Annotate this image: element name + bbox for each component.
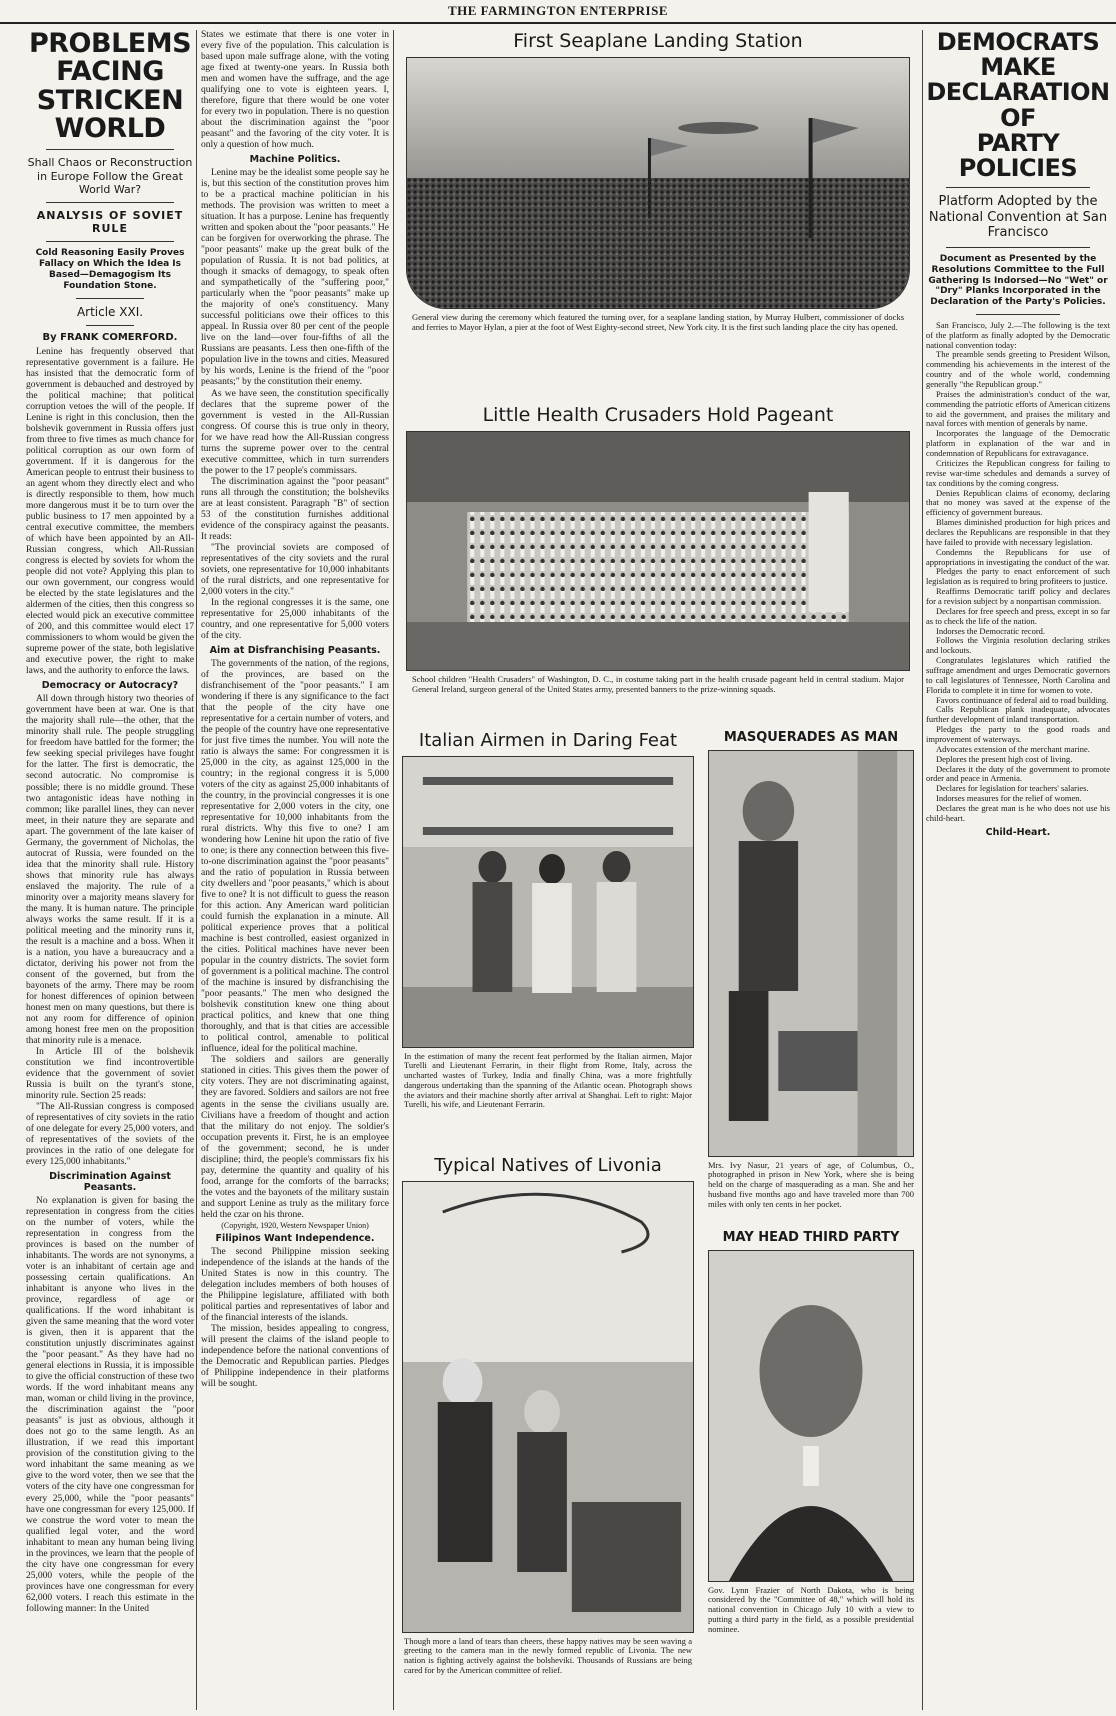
byline: By FRANK COMERFORD. (42, 331, 178, 343)
paragraph: The governments of the nation, of the regions, of the provinces, are based on the disfranchisement of the "poor peasants." I am wondering if there is any significance to the fact that the people of the city have one representative for a certain number of voters, and the people of the country have one representative for just five times the number. You will note the ratio is always the same: For congressmen it is 25,000 in the city, as against 125,000 in the country; in the regional congress it is 5,000 voters of the city as against 25,000 inhabitants of the country, in the provincial congresses it is one representative for 2,000 voters in the city, one representative for 10,000 inhabitants from the rural districts. Why this five to one? I am wondering how Lenine hit upon the ratio of five to one; is there any connection between this five-to-one discrimination against the "poor peasants" and the ratio of population in Russia between city dwellers and "poor peasants," which is about five to one? It is not difficult to guess the reason for this action. Any American ward politician could furnish the explanation in a minute. All political experience proves that a political machine is best controlled, easiest organized in the cities. Political machines have never been popular in the country districts. The soviet form of government is a political machine. The control of the machine is insured by disfranchising the "poor peasants." The men who designed the bolshevik constitution knew one thing about practical politics, and knew that one thing thoroughly, and that is that cities are accessible to political control, amenable to political influence, ideal for the political machine. (201, 658, 389, 1055)
platform-item: Declares the great man is he who does not use his child-heart. (926, 803, 1110, 823)
right-article (926, 30, 1110, 1710)
masquerades-photo (708, 750, 914, 1157)
seaplane-photo (406, 57, 910, 309)
airmen-photo-image (403, 757, 693, 1047)
subhead: Discrimination Against Peasants. (49, 1171, 171, 1194)
paragraph: All down through history two theories of government have been at war. One is that the majority shall rule—the other, that the minority shall rule. The people struggling for freedom have battled for the former; the few seeking special privileges have fought for the latter. The first is democratic, the second autocratic. No compromise is possible; there is no middle ground. These two antagonistic ideas have nothing in common; like parallel lines, they can never meet, in their nature they are separate and apart. The government of the late kaiser of Germany, the government of Nicholas, the autocrat of Russia, were founded on the idea that the minority shall rule. History shows that minority rule has always enslaved the majority. The rule of a minority over a majority means slavery for the many. It is human nature. The principle always works the same result. If it is a political meeting and the minority runs it, the result is a machine and a boss. When it is a nation, you have a bureaucracy and a dictator, deriving his power not from the consent of the governed, but from the bayonets of the army. There may be room for honest differences of opinion between honest men on many questions, but there is not any room for difference of opinion among honest free men on the proposition that minority rule is a menace. (26, 694, 194, 1046)
photo-title: Italian Airmen in Daring Feat (418, 730, 678, 751)
platform-item: Pledges the party to the good roads and improvement of waterways. (926, 724, 1110, 744)
health-photo-image (407, 432, 909, 670)
divider (946, 247, 1090, 248)
third-party-photo-image (709, 1251, 913, 1581)
platform-item: Incorporates the language of the Democratic platform in explanation of the war and in condemnation of Republicans for extravagance. (926, 428, 1110, 459)
deck: ANALYSIS OF SOVIET RULE (36, 208, 184, 236)
photo-caption: Though more a land of tears than cheers, these happy natives may be seen waving a greeting to the camera man in the newly formed republic of Livonia. The new nation is fighting actively against the bolsheviki. Thousands of Russians are being cared for by the American committee of relief. (404, 1635, 692, 1675)
paragraph: Lenine has frequently observed that representative government is a failure. He has insisted that the democratic form of government is debauched and destroyed by the political machine; that political corruption vetoes the will of the people. If Lenine is right in this conclusion, then the bolshevik government in Russia offers just from three to five times as much chance for political corruption as our own form of government. If it is dangerous for the American people to entrust their business to an agent whom they directly elect and who is directly responsible to them, how much more dangerous must it be to turn over the public business to 17 men appointed by a central executive committee, the members of which have been appointed by an All-Russian congress, which All-Russian congress is elected by soviets for whom the people did not vote? Applying this plan to our own government, our congress would be elected by the state legislatures and the aldermen of the cities, then this congress so elected would pick an executive committee of 200, and this committee would elect 17 commissioners to whom would be given the supreme power of the state, both legislative and executive power, the right to make laws, and the authority to enforce the laws. (26, 346, 194, 677)
photo-caption: School children "Health Crusaders" of Washington, D. C., in costume taking part in the health crusade pageant held in central stadium. Major General Ireland, surgeon general of the United States army, presented banners to the prize-winning squads. (412, 673, 904, 694)
masquerades-photo-image (709, 751, 913, 1156)
photo-caption: Gov. Lynn Frazier of North Dakota, who is being considered by the "Committee of 48," which will hold its national convention in Chicago July 10 with a view to putting a third party in the field, as a possible presidential nominee. (708, 1584, 914, 1634)
seaplane-feature (398, 30, 918, 400)
platform-item: Pledges the party to enact enforcement of such legislation as is required to bring profiteers to justice. (926, 566, 1110, 587)
divider (46, 149, 174, 150)
headline-line: DEMOCRATS MAKE (936, 30, 1100, 82)
divider (86, 325, 134, 326)
photo-title: Typical Natives of Livonia (434, 1155, 662, 1176)
column-rule (393, 30, 394, 1710)
platform-item: Praises the administration's conduct of the war, commending the patriotic efforts of American citizens to aid the government, and praises the military and naval forces with mention of generals by name. (926, 388, 1110, 429)
headline-line: PROBLEMS FACING (28, 30, 192, 88)
livonia-feature (398, 1155, 698, 1710)
health-photo (406, 431, 910, 671)
subhead: Child-Heart. (985, 826, 1051, 838)
copyright: (Copyright, 1920, Western Newspaper Union) (221, 1220, 369, 1230)
photo-caption: In the estimation of many the recent feat performed by the Italian airmen, Major Turelli and Lieutenant Ferrarin, in their flight from Rome, Italy, across the uncharted wastes of Turkey, India and finally China, was a more frightfully dangerous undertaking than the spanning of the Atlantic ocean. Photograph shows the aviators and their machine shortly after arrival at Shanghai. Left to right: Major Turelli, his wife, and Lieutenant Ferrarin. (404, 1050, 692, 1110)
photo-title: Little Health Crusaders Hold Pageant (482, 404, 834, 426)
platform-item: Declares it the duty of the government to promote order and peace in Armenia. (926, 763, 1110, 784)
deck: Shall Chaos or Reconstruction in Europe Follow the Great World War? (27, 156, 193, 196)
photo-caption: Mrs. Ivy Nasur, 21 years of age, of Columbus, O., photographed in prison in New York, where she is being held on the charge of masquerading as a man. She and her husband five months ago and have traveled more than 700 miles with only ten cents in her pocket. (708, 1159, 914, 1209)
seaplane-photo-image (407, 58, 909, 308)
subhead: Aim at Disfranchising Peasants. (209, 644, 381, 656)
third-party-feature (702, 1230, 920, 1710)
platform-item: Reaffirms Democratic tariff policy and declares for a revision subject by a nonpartisan commission. (926, 586, 1110, 606)
article-body (26, 347, 194, 1615)
right-headline (926, 30, 1110, 181)
platform-items (926, 350, 1110, 823)
airmen-photo (402, 756, 694, 1048)
deck: Cold Reasoning Easily Proves Fallacy on Which the Idea Is Based—Demagogism Its Foundation Stone. (35, 248, 185, 291)
divider (46, 241, 174, 242)
third-party-photo (708, 1250, 914, 1582)
platform-item: The preamble sends greeting to President Wilson, commending his achievements in the interest of the country and of the whole world, condemning generally "the Republican group." (926, 349, 1110, 390)
paragraph: San Francisco, July 2.—The following is the text of the platform as finally adopted by the Democratic national convention today: (926, 319, 1110, 350)
headline-line: PARTY POLICIES (958, 128, 1078, 182)
headline-line: STRICKEN WORLD (36, 84, 184, 145)
paragraph: The second Philippine mission seeking independence of the islands at the hands of the United States is now in this country. The delegation includes members of both houses of the Philippine legislature, affiliated with both political parties and representatives of labor and of the financial interests of the islands. (201, 1246, 389, 1324)
subhead: Filipinos Want Independence. (215, 1232, 375, 1244)
paragraph: The mission, besides appealing to congress, will present the claims of the island people to independence before the national conventions of the Democratic and Republican parties. Pledges of Philippine independence in their platforms will be sought. (201, 1324, 389, 1390)
paragraph: In Article III of the bolshevik constitution we find incontrovertible evidence that the government of soviet Russia is built on the tyrant's stone, minority rule. Section 25 reads: (26, 1046, 194, 1101)
masthead: THE FARMINGTON ENTERPRISE (0, 0, 1116, 24)
paragraph: "The provincial soviets are composed of representatives of the city soviets and the rural soviets, one representative for 10,000 inhabitants of the rural districts, and one representative for 2,000 voters in the city." (201, 542, 389, 597)
platform-item: Blames diminished production for high prices and declares the Republicans are responsible in that they have failed to provide with necessary legislation. (926, 517, 1110, 547)
platform-item: Denies Republican claims of economy, declaring that no money was saved at the expense of the efficiency of government bureaus. (926, 487, 1110, 518)
left-article (26, 30, 194, 1710)
health-feature (398, 404, 918, 724)
divider (76, 298, 144, 299)
platform-item: Declares for legislation for teachers' salaries. (936, 783, 1089, 794)
platform-item: Follows the Virginia resolution declaring strikes and lockouts. (926, 635, 1110, 656)
platform-item: Criticizes the Republican congress for failing to revise war-time schedules and demands a survey of tax conditions by the coming congress. (926, 457, 1110, 488)
deck: Platform Adopted by the National Convention at San Francisco (928, 194, 1108, 241)
paragraph: Lenine may be the idealist some people say he is, but this section of the constitution proves him to be a practical machine politician in his methods. The provision was written to meet a situation. It has a purpose. Lenine has frequently written and spoken about the "poor peasants." He can be forgiven for overworking the phrase. The "poor peasants" make up the great bulk of the population of Russia. It is not bad politics, at though it smacks of demagogy, to speak often and sympathetically of the "suffering poor," particularly when the "poor peasants" make up the majority of one's constituency. Many successful politicians owe their offices to this appeal. In Russia over 80 per cent of the people live on the land—over four-fifths of all the Russians are peasants. Less then one-fifth of the population live in the towns and cities. Measured by his words, Lenine is the friend of the "poor peasants;" by the constitution their enemy. (201, 168, 389, 388)
divider (946, 187, 1090, 188)
subhead: Machine Politics. (249, 154, 341, 166)
left-headline (26, 30, 194, 143)
article-body (201, 30, 389, 1390)
platform-item: Declares for free speech and press, except in so far as to check the life of the nation. (926, 605, 1110, 626)
paragraph: The soldiers and sailors are generally stationed in cities. This gives them the power of city voters. They are not discriminating against, they are favored. Soldiers and sailors are not free agents in the sense the civilians usually are. Civilians have a freedom of thought and action that the military do not enjoy. The soldier's occupation prevents it. First, he is an employee of the government; second, he is under discipline; third, the people's commissars fix his pay, determine the quantity and quality of his food, arrange for the comforts of the barracks; the votes and the bayonets of the military sustain and support Lenine as truly as the military force held the czar on his throne. (201, 1055, 389, 1220)
livonia-photo-image (403, 1182, 693, 1632)
platform-item: Deplores the present high cost of living. (936, 753, 1073, 764)
divider (46, 202, 174, 203)
photo-title: First Seaplane Landing Station (513, 30, 803, 52)
platform-item: Indorses the Democratic record. (936, 625, 1046, 636)
photo-caption: General view during the ceremony which featured the turning over, for a seaplane landing station, by Murray Hulbert, commissioner of docks and ferries to Mayor Hylan, a pier at the foot of West Eighty-second street, New York city. It is the first such landing place the city has opened. (412, 311, 904, 332)
platform-item: Condemns the Republicans for use of appropriations in investigating the conduct of the war. (926, 546, 1110, 567)
article-body (926, 321, 1110, 838)
paragraph: No explanation is given for basing the representation in congress from the cities on the number of voters, while the representation in congress from the provinces is based on the number of inhabitants. The words are not synonyms, a voter is an inhabitant of certain age and possessing certain qualifications. An inhabitant is anyone who lives in the province, regardless of age or qualifications. If the word inhabitant is given the same meaning that the word voter is given, then it is apparent that the constitution unjustly discriminates against the "poor peasant." As they have had no general elections in Russia, it is impossible to give the official construction of these two words. If the word inhabitant means any man, woman or child living in the province, the discrimination against the "poor peasants" is just as obvious, although it does not go to the same length. As an illustration, if we read this important provision of the constitution giving to the word inhabitant the same meaning as we give to the word voter, then we see that the voters of the city have one congressman for every 25,000, while the "poor peasants" have one congressman for every 125,000. If we construe the word voter to mean the qualified legal voter, and the word inhabitant to mean any human being living in the provinces, we learn that the people of the city have one congressman for every 25,000 voters, while the people of the provinces have one congressman for every 62,000 voters. I reach this estimate in the following manner: In the United (26, 1196, 194, 1614)
paragraph: "The All-Russian congress is composed of representatives of city soviets in the ratio of one delegate for every 25,000 voters, and of representatives of the soviets of the provinces in the ratio of one delegate for every 125,000 inhabitants." (26, 1101, 194, 1168)
airmen-feature (398, 730, 698, 1150)
platform-item: Advocates extension of the merchant marine. (936, 743, 1090, 754)
photo-title: MAY HEAD THIRD PARTY (722, 1230, 900, 1245)
column-rule (196, 30, 197, 1710)
photo-title: MASQUERADES AS MAN (723, 730, 899, 745)
platform-item: Congratulates legislatures which ratified the suffrage amendment and urges Democratic governors to call legislatures of Tennessee, North Carolina and Florida to complete it in time for women to vote. (926, 655, 1110, 695)
paragraph: In the regional congresses it is the same, one representative for 25,000 inhabitants of the country, and one representative for 5,000 voters of the city. (201, 597, 389, 641)
platform-item: Indorses measures for the relief of women. (936, 793, 1082, 804)
paragraph: States we estimate that there is one voter in every five of the population. This calculation is based upon male suffrage alone, with the voting age fixed at twenty-one years. In Russia both men and women have the suffrage, and the age qualifying one to vote is eighteen years. I, therefore, figure that there would be one voter for every two in population. There is no question about the discrimination against the "poor peasant" and the favoring of the city voter. It is only a question of how much. (201, 30, 389, 151)
deck: Document as Presented by the Resolutions Committee to the Full Gathering Is Indorsed—No "Wet" or "Dry" Planks Incorporated in the Declaration of the Party's Policies. (928, 253, 1108, 308)
platform-item: Favors continuance of federal aid to road building. (936, 694, 1109, 705)
column-rule (922, 30, 923, 1710)
livonia-photo (402, 1181, 694, 1633)
platform-item: Calls Republican plank inadequate, advocates further development of inland transportation. (926, 704, 1110, 725)
paragraph: As we have seen, the constitution specifically declares that the supreme power of the government is vested in the All-Russian congress. Of course this is true only in theory, for we have read how the All-Russian congress turns the supreme power over to the central executive committee, which in turn surrenders the power to the 17 people's commissars. (201, 388, 389, 476)
masquerades-feature (702, 730, 920, 1225)
article-number: Article XXI. (76, 304, 144, 319)
subhead: Democracy or Autocracy? (41, 680, 179, 692)
paragraph: The discrimination against the "poor peasant" runs all through the constitution; the bolsheviks are at least consistent. Paragraph "B" of section 53 of the constitution furnishes additional evidence of the conspiracy against the peasants. It reads: (201, 476, 389, 542)
mid-article (201, 30, 389, 1710)
headline-line: DECLARATION OF (926, 78, 1110, 132)
divider (976, 314, 1060, 315)
